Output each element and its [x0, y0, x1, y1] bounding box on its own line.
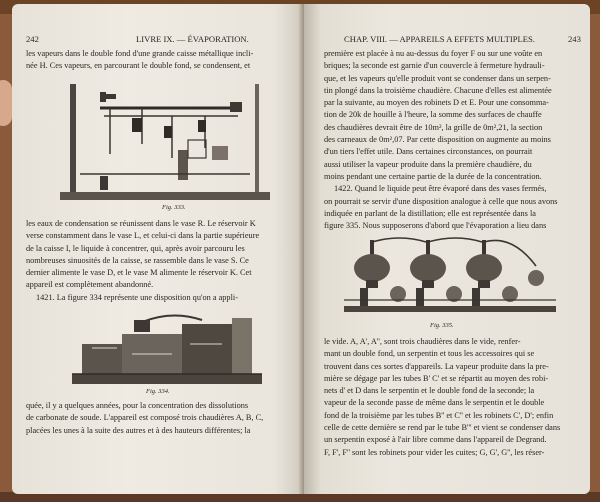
left-page-number: 242	[26, 34, 39, 44]
left-page	[12, 4, 304, 494]
figure-334-illustration	[72, 304, 262, 386]
text-line: verse constamment dans le vase L, et celui-ci dans la partie supérieure	[26, 231, 260, 241]
text-line: 1422. Quand le liquide peut être évaporé dans des vases fermés,	[334, 184, 547, 194]
text-line: quée, il y a quelques années, pour la concentration des dissolutions	[26, 401, 249, 410]
text-line: briques; la seconde est garnie d'un couvercle à fermeture hydrauli-	[324, 61, 545, 71]
text-line: première est placée à nu au-dessus du foyer F ou sur une voûte en	[324, 49, 543, 58]
figure-334-caption: Fig. 334.	[146, 388, 170, 395]
text-line: tion de 20k de houille à l'heure, la somme des surfaces de chauffe	[324, 110, 542, 120]
text-line: un serpentin exposé à l'air libre comme dans l'appareil de Degrand.	[324, 435, 547, 445]
text-line: les vapeurs dans le double fond d'une grande caisse métallique incli-	[26, 49, 254, 58]
text-line: figure 335. Nous supposerons d'abord que l'évaporation a lieu dans	[324, 221, 547, 231]
text-line: que, et les vapeurs qu'elle produit vont se condenser dans un serpen-	[324, 73, 551, 83]
right-text-block-2	[324, 336, 584, 459]
text-line: on pourrait se servir d'une disposition analogue à celle que nous avons	[324, 196, 558, 206]
figure-333-illustration	[60, 74, 270, 202]
text-line: placées les unes à la suite des autres et à des hauteurs différentes; la	[26, 425, 251, 435]
thumb	[0, 80, 12, 126]
text-line: celle de cette dernière se rend par le tube B''' et vient se condenser dans	[324, 423, 561, 433]
left-running-head: LIVRE IX. — ÉVAPORATION.	[136, 34, 249, 44]
text-line: tin plongé dans la troisième chaudière. Chacune d'elles est alimentée	[324, 85, 552, 95]
text-line: fond de la troisième par les tubes B'' et C'' et les robinets C', D'; enfin	[324, 410, 554, 420]
text-line: nets d' et D dans le serpentin et le double fond de la seconde; la	[324, 386, 535, 396]
text-line: de la caisse I, le liquide à concentrer, qui, après avoir parcouru les	[26, 243, 245, 253]
text-line: le vide. A, A', A'', sont trois chaudières dans le vide, renfer-	[324, 337, 521, 346]
right-page-number: 243	[568, 34, 581, 44]
right-running-head: CHAP. VIII. — APPAREILS A EFFETS MULTIPLES.	[344, 34, 535, 44]
text-line: moins pendant une certaine partie de la durée de la concentration.	[324, 171, 542, 181]
right-text-block-1	[324, 48, 584, 232]
text-line: par la suivante, au moyen des robinets D et E. Pour une consomma-	[324, 98, 549, 108]
left-text-block-2	[26, 218, 294, 304]
left-text-block-3	[26, 400, 294, 437]
text-line: des chaudières devrait être de 10m², la grille de 0m²,21, la section	[324, 122, 543, 132]
text-line: 1421. La figure 334 représente une disposition qu'on a appli-	[36, 292, 238, 302]
text-line: mière se dégage par les tubes B' C' et se répartit au moyen des robi-	[324, 373, 549, 383]
text-line: d'un tiers l'effet utile. Dans certaines circonstances, on pourrait	[324, 147, 533, 157]
right-page	[304, 4, 590, 494]
text-line: les eaux de condensation se réunissent dans le vase R. Le réservoir K	[26, 219, 256, 228]
text-line: trouvent dans ces sortes d'appareils. La vapeur produite dans la pre-	[324, 361, 549, 371]
text-line: née H. Ces vapeurs, en parcourant le double fond, se condensent, et	[26, 61, 251, 71]
figure-333-caption: Fig. 333.	[162, 204, 186, 211]
text-line: indiquée en parlant de la distillation; elle est représentée dans la	[324, 208, 536, 218]
text-line: appareil est complètement abandonné.	[26, 280, 154, 290]
text-line: vapeur de la seconde passe de même dans le serpentin et le double	[324, 398, 545, 408]
text-line: mant un double fond, un serpentin et tous les accessoires qui se	[324, 349, 535, 359]
left-text-block-1	[26, 48, 294, 73]
figure-335-illustration	[340, 236, 560, 320]
text-line: des carneaux de 0m²,07. Par cette disposition on augmente au moins	[324, 135, 551, 145]
text-line: de carbonate de soude. L'appareil est composé trois chaudières A, B, C,	[26, 413, 264, 423]
text-line: nombreuses sinuosités de la caisse, se rassemble dans le vase S. Ce	[26, 255, 249, 265]
text-line: F, F', F'' sont les robinets pour vider les cuites; G, G', G'', les réser-	[324, 447, 545, 457]
figure-335-caption: Fig. 335.	[430, 322, 454, 329]
text-line: dernier alimente le vase D, et le vase M alimente le réservoir K. Cet	[26, 268, 252, 278]
text-line: aussi utiliser la vapeur produite dans la première chaudière, du	[324, 159, 532, 169]
